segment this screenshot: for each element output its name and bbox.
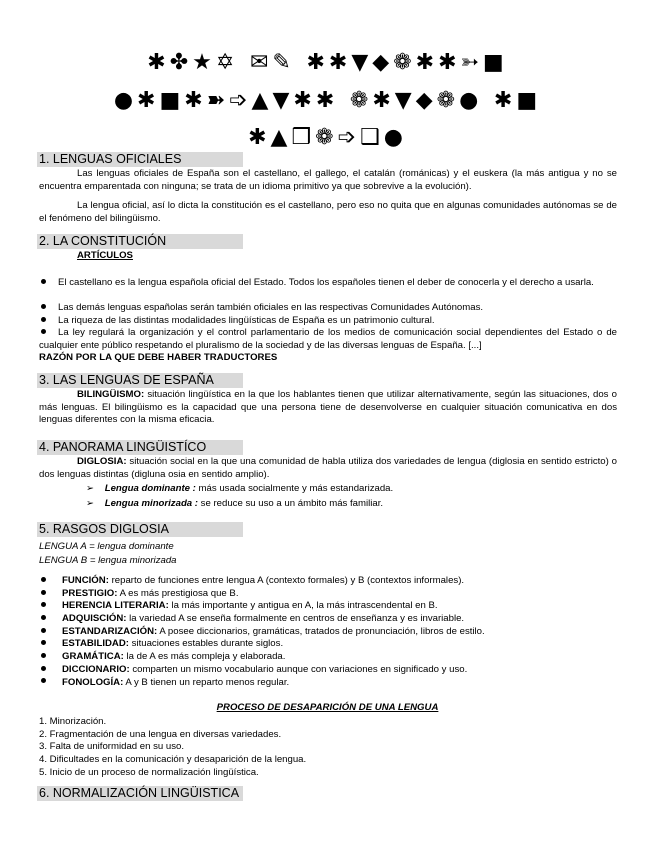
bullet-icon [41, 590, 46, 595]
bullet-icon [41, 304, 46, 309]
trait-item: HERENCIA LITERARIA: la más importante y antigua en A, la más intrascendental en B. [39, 600, 485, 613]
bullet-icon [41, 317, 46, 322]
s1-paragraph-1: Las lenguas oficiales de España son el castellano, el gallego, el catalán (románicas) y el euskera (la más antigua y no se encuentra emparentada con ninguna; se trata de un idioma primitivo ya que sobrevive a la evolución). [39, 168, 617, 192]
section-heading-6: 6. NORMALIZACIÓN LINGÜISTICA [37, 786, 243, 801]
trait-item: ADQUISCIÓN: la variedad A se enseña formalmente en centros de enseñanza y es invariable. [39, 613, 485, 626]
step-item: 2. Fragmentación de una lengua en diversas variedades. [39, 728, 282, 740]
bullet-icon [41, 329, 46, 334]
bullet-icon [41, 279, 46, 284]
section-heading-5: 5. RASGOS DIGLOSIA [37, 522, 243, 537]
title-line-3: ✱▲❒❁➩❑● [248, 125, 407, 150]
s2-closing: RAZÓN POR LA QUE DEBE HABER TRADUCTORES [39, 352, 278, 363]
bullet-icon [41, 653, 46, 658]
arrow-icon: ➢ [86, 483, 95, 494]
trait-item: ESTABILIDAD: situaciones estables durante siglos. [39, 638, 485, 651]
process-title: PROCESO DE DESAPARICIÓN DE UNA LENGUA [216, 702, 439, 713]
trait-item: ESTANDARIZACIÓN: A posee diccionarios, gramáticas, tratados de pronunciación, libros de estilo. [39, 626, 485, 639]
step-item: 4. Dificultades en la comunicación y desaparición de la lengua. [39, 754, 307, 766]
s4-arrow-item-2: ➢ Lengua minorizada : se reduce su uso a un ámbito más familiar. [86, 498, 384, 509]
bullet-icon [41, 678, 46, 683]
s5-lengua-a: LENGUA A = lengua dominante [39, 541, 174, 552]
s4-paragraph: DIGLOSIA: situación social en la que una comunidad de habla utiliza dos variedades de lengua (diglosia en sentido estricto) o dos lenguas distintas (digluna osia en sentido amplio). [39, 456, 617, 480]
trait-item: FUNCIÓN: reparto de funciones entre lengua A (contexto formales) y B (contextos informales). [39, 575, 485, 588]
section-heading-3: 3. LAS LENGUAS DE ESPAÑA [37, 373, 243, 388]
s2-subheading: ARTÍCULOS [77, 250, 133, 261]
s5-lengua-b: LENGUA B = lengua minorizada [39, 555, 177, 566]
s2-item-4: La ley regulará la organización y el control parlamentario de los medios de comunicación social dependientes del Estado o de cualquier ente público respetando el pluralismo de la sociedad y de las diversas lenguas de España. [...] [39, 327, 617, 351]
section-heading-1: 1. LENGUAS OFICIALES [37, 152, 243, 167]
s2-item-1: El castellano es la lengua española oficial del Estado. Todos los españoles tienen el deber de conocerla y el derecho a usarla. [39, 277, 617, 290]
bullet-icon [41, 577, 46, 582]
step-item: 3. Falta de uniformidad en su uso. [39, 741, 185, 753]
step-item: 5. Inicio de un proceso de normalización lingüística. [39, 766, 259, 778]
process-steps [39, 716, 306, 779]
s4-arrow-item-1: ➢ Lengua dominante : más usada socialmente y más estandarizada. [86, 483, 394, 494]
s2-item-2: Las demás lenguas españolas serán también oficiales en las respectivas Comunidades Autónomas. [39, 302, 617, 315]
trait-item: FONOLOGÍA: A y B tienen un reparto menos regular. [39, 677, 485, 690]
s1-paragraph-2: La lengua oficial, así lo dicta la constitución es el castellano, pero eso no quita que en algunas comunidades autónomas se de el fenómeno del bilingüismo. [39, 200, 617, 224]
title-line-1: ✱✤★✡ ✉✎ ✱✱▼◆❁✱✱➳■ [147, 50, 508, 75]
bullet-icon [41, 615, 46, 620]
trait-item: PRESTIGIO: A es más prestigiosa que B. [39, 588, 485, 601]
s5-traits-list [39, 575, 485, 689]
trait-item: GRAMÁTICA: la de A es más compleja y elaborada. [39, 651, 485, 664]
arrow-icon: ➢ [86, 498, 95, 509]
bullet-icon [41, 628, 46, 633]
bullet-icon [41, 640, 46, 645]
trait-item: DICCIONARIO: comparten un mismo vocabulario aunque con variaciones en significado y uso. [39, 664, 485, 677]
step-item: 1. Minorización. [39, 716, 107, 727]
s2-item-3: La riqueza de las distintas modalidades lingüísticas de España es un patrimonio cultural. [39, 315, 617, 328]
s3-paragraph: BILINGÜISMO: situación lingüística en la que los hablantes tienen que utilizar alternativamente, según las situaciones, dos o más lenguas. El bilingüismo es la capacidad que una persona tiene de desenvolverse en cualquier situación comunicativa en dos lenguas diferentes con la misma eficacia. [39, 389, 617, 426]
bullet-icon [41, 602, 46, 607]
section-heading-2: 2. LA CONSTITUCIÓN [37, 234, 243, 249]
bullet-icon [41, 666, 46, 671]
title-line-2: ●✱■✱➽➩▲▼✱✱ ❁✱▼◆❁● ✱■ [113, 88, 542, 113]
section-heading-4: 4. PANORAMA LINGÜISTÍCO [37, 440, 243, 455]
